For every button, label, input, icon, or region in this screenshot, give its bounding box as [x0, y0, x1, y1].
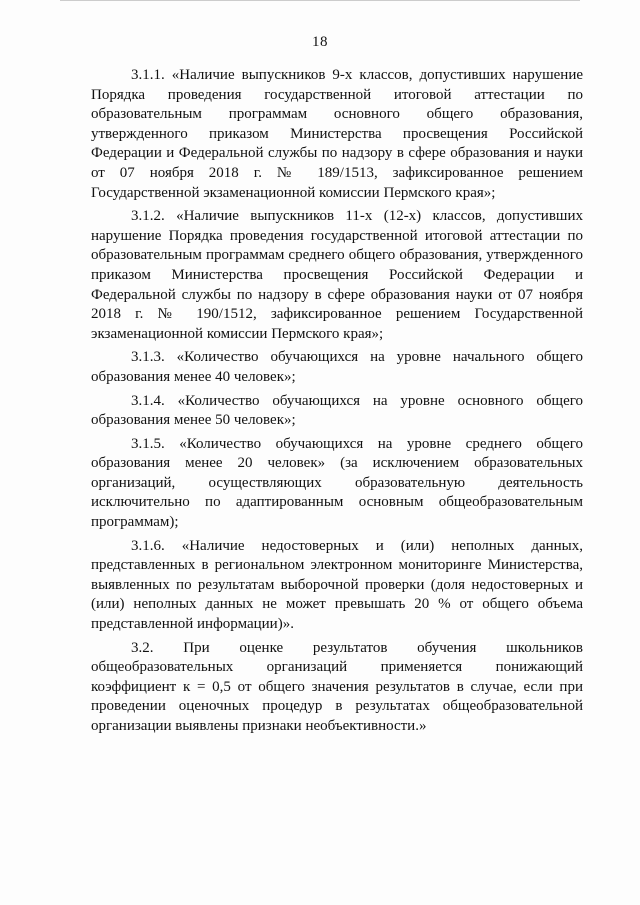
page-number: 18 [312, 34, 328, 50]
paragraph-3-1-4: 3.1.4. «Количество обучающихся на уровне основного общего образования менее 50 человек»; [91, 392, 583, 429]
scan-top-edge [60, 0, 580, 1]
paragraph-3-1-2: 3.1.2. «Наличие выпускников 11-х (12-х) классов, допустивших нарушение Порядка проведения государственной итоговой аттестации по образовательным программам среднего общего образования, утвержденного приказом Министерства просвещения Российской Федерации и Федеральной службы по надзору в сфере образования науки от 07 ноября 2018 г. № 190/1512, зафиксированное решением Государственной экзаменационной комиссии Пермского края»; [91, 208, 583, 342]
document-body [91, 66, 583, 741]
paragraph-3-1-1: 3.1.1. «Наличие выпускников 9-х классов, допустивших нарушение Порядка проведения государственной итоговой аттестации по образовательным программам основного общего образования, утвержденного приказом Министерства просвещения Российской Федерации и Федеральной службы по надзору в сфере образования и науки от 07 ноября 2018 г. № 189/1513, зафиксированное решением Государственной экзаменационной комиссии Пермского края»; [91, 67, 583, 201]
paragraph-3-2: 3.2. При оценке результатов обучения школьников общеобразовательных организаций применяется понижающий коэффициент к = 0,5 от общего значения результатов в случае, если при проведении оценочных процедур в результатах общеобразовательной организации выявлены признаки необъективности.» [91, 639, 583, 734]
paragraph-3-1-5: 3.1.5. «Количество обучающихся на уровне среднего общего образования менее 20 человек» (за исключением образовательных организаций, осуществляющих образовательную деятельность исключительно по адаптированным основным общеобразовательным программам); [91, 435, 583, 531]
paragraph-3-1-6: 3.1.6. «Наличие недостоверных и (или) неполных данных, представленных в региональном электронном мониторинге Министерства, выявленных по результатам выборочной проверки (доля недостоверных и (или) неполных данных не может превышать 20 % от общего объема представленной информации)». [91, 537, 583, 633]
paragraph-3-1-3: 3.1.3. «Количество обучающихся на уровне начального общего образования менее 40 человек»; [91, 349, 583, 385]
